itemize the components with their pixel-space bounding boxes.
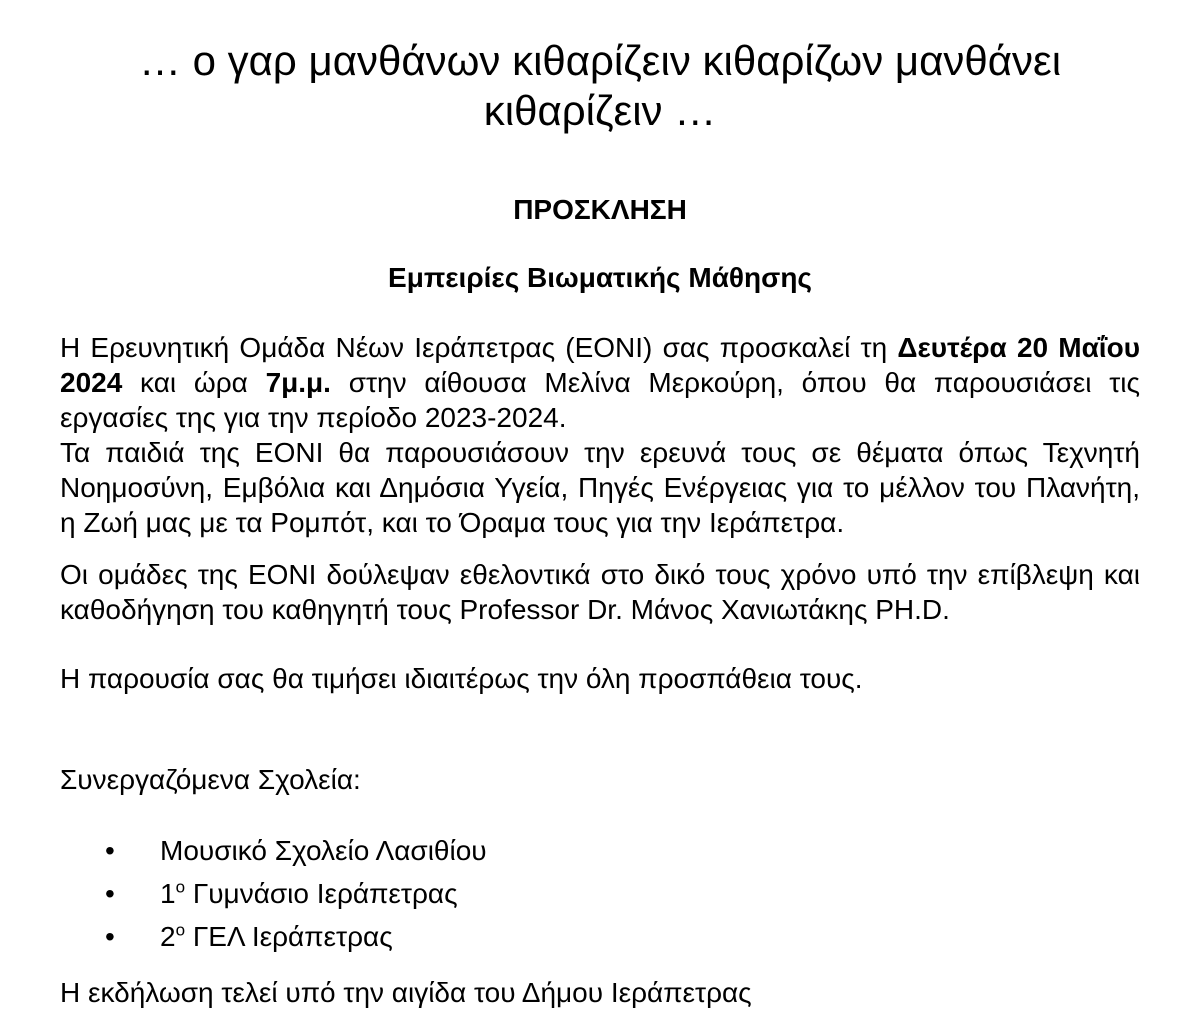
- body-text: [60, 330, 1140, 696]
- intro-text-2: και ώρα: [122, 367, 266, 398]
- school-name: [160, 872, 458, 915]
- school-name-text: ΓΕΛ Ιεράπετρας: [185, 921, 393, 952]
- event-subtitle: Εμπειρίες Βιωματικής Μάθησης: [388, 262, 812, 293]
- intro-text-1: Η Ερευνητική Ομάδα Νέων Ιεράπετρας (ΕΟΝΙ) σας προσκαλεί τη: [60, 332, 898, 363]
- intro-time-bold: 7μ.μ.: [265, 367, 331, 398]
- footer-aegis-line: Η εκδήλωση τελεί υπό την αιγίδα του Δήμου Ιεράπετρας: [60, 977, 752, 1008]
- schools-label: Συνεργαζόμενα Σχολεία:: [60, 764, 361, 795]
- paragraph-topics: Τα παιδιά της ΕΟΝΙ θα παρουσιάσουν την ερευνά τους σε θέματα όπως Τεχνητή Νοημοσύνη, Εμβόλια και Δημόσια Υγεία, Πηγές Ενέργειας για το μέλλον του Πλανήτη, η Ζωή μας με τα Ρομπότ, και το Όραμα τους για την Ιεράπετρα.: [60, 437, 1140, 538]
- section-heading: ΠΡΟΣΚΛΗΣΗ: [513, 194, 687, 225]
- intro-text-3: στην αίθουσα Μελίνα Μερκούρη, όπου θα παρουσιάσει τις εργασίες της για την περίοδο 2023-2024.: [60, 367, 1140, 433]
- school-name-text: Γυμνάσιο Ιεράπετρας: [185, 878, 458, 909]
- school-ordinal-suffix: ο: [175, 877, 186, 897]
- school-list-item: [105, 829, 1140, 872]
- bullet-icon: •: [105, 878, 115, 909]
- school-list: [60, 829, 1140, 958]
- school-name-text: Μουσικό Σχολείο Λασιθίου: [160, 835, 487, 866]
- school-list-item: [105, 915, 1140, 958]
- school-ordinal-suffix: ο: [175, 920, 186, 940]
- paragraph-intro: [60, 330, 1140, 435]
- school-ordinal-number: 1: [160, 878, 176, 909]
- school-name: [160, 915, 393, 958]
- document-title: … ο γαρ μανθάνων κιθαρίζειν κιθαρίζων μανθάνει κιθαρίζειν …: [138, 37, 1062, 134]
- paragraph-attendance: Η παρουσία σας θα τιμήσει ιδιαιτέρως την όλη προσπάθεια τους.: [60, 663, 863, 694]
- paragraph-supervision: Οι ομάδες της ΕΟΝΙ δούλεψαν εθελοντικά στο δικό τους χρόνο υπό την επίβλεψη και καθοδήγηση του καθηγητή τους Professor Dr. Μάνος Χανιωτάκης PH.D.: [60, 559, 1140, 625]
- school-ordinal-number: 2: [160, 921, 176, 952]
- intro-date-bold: Δευτέρα 20 Μαΐου 2024: [60, 332, 1140, 398]
- school-name: [160, 829, 487, 872]
- bullet-icon: •: [105, 921, 115, 952]
- bullet-icon: •: [105, 835, 115, 866]
- school-list-item: [105, 872, 1140, 915]
